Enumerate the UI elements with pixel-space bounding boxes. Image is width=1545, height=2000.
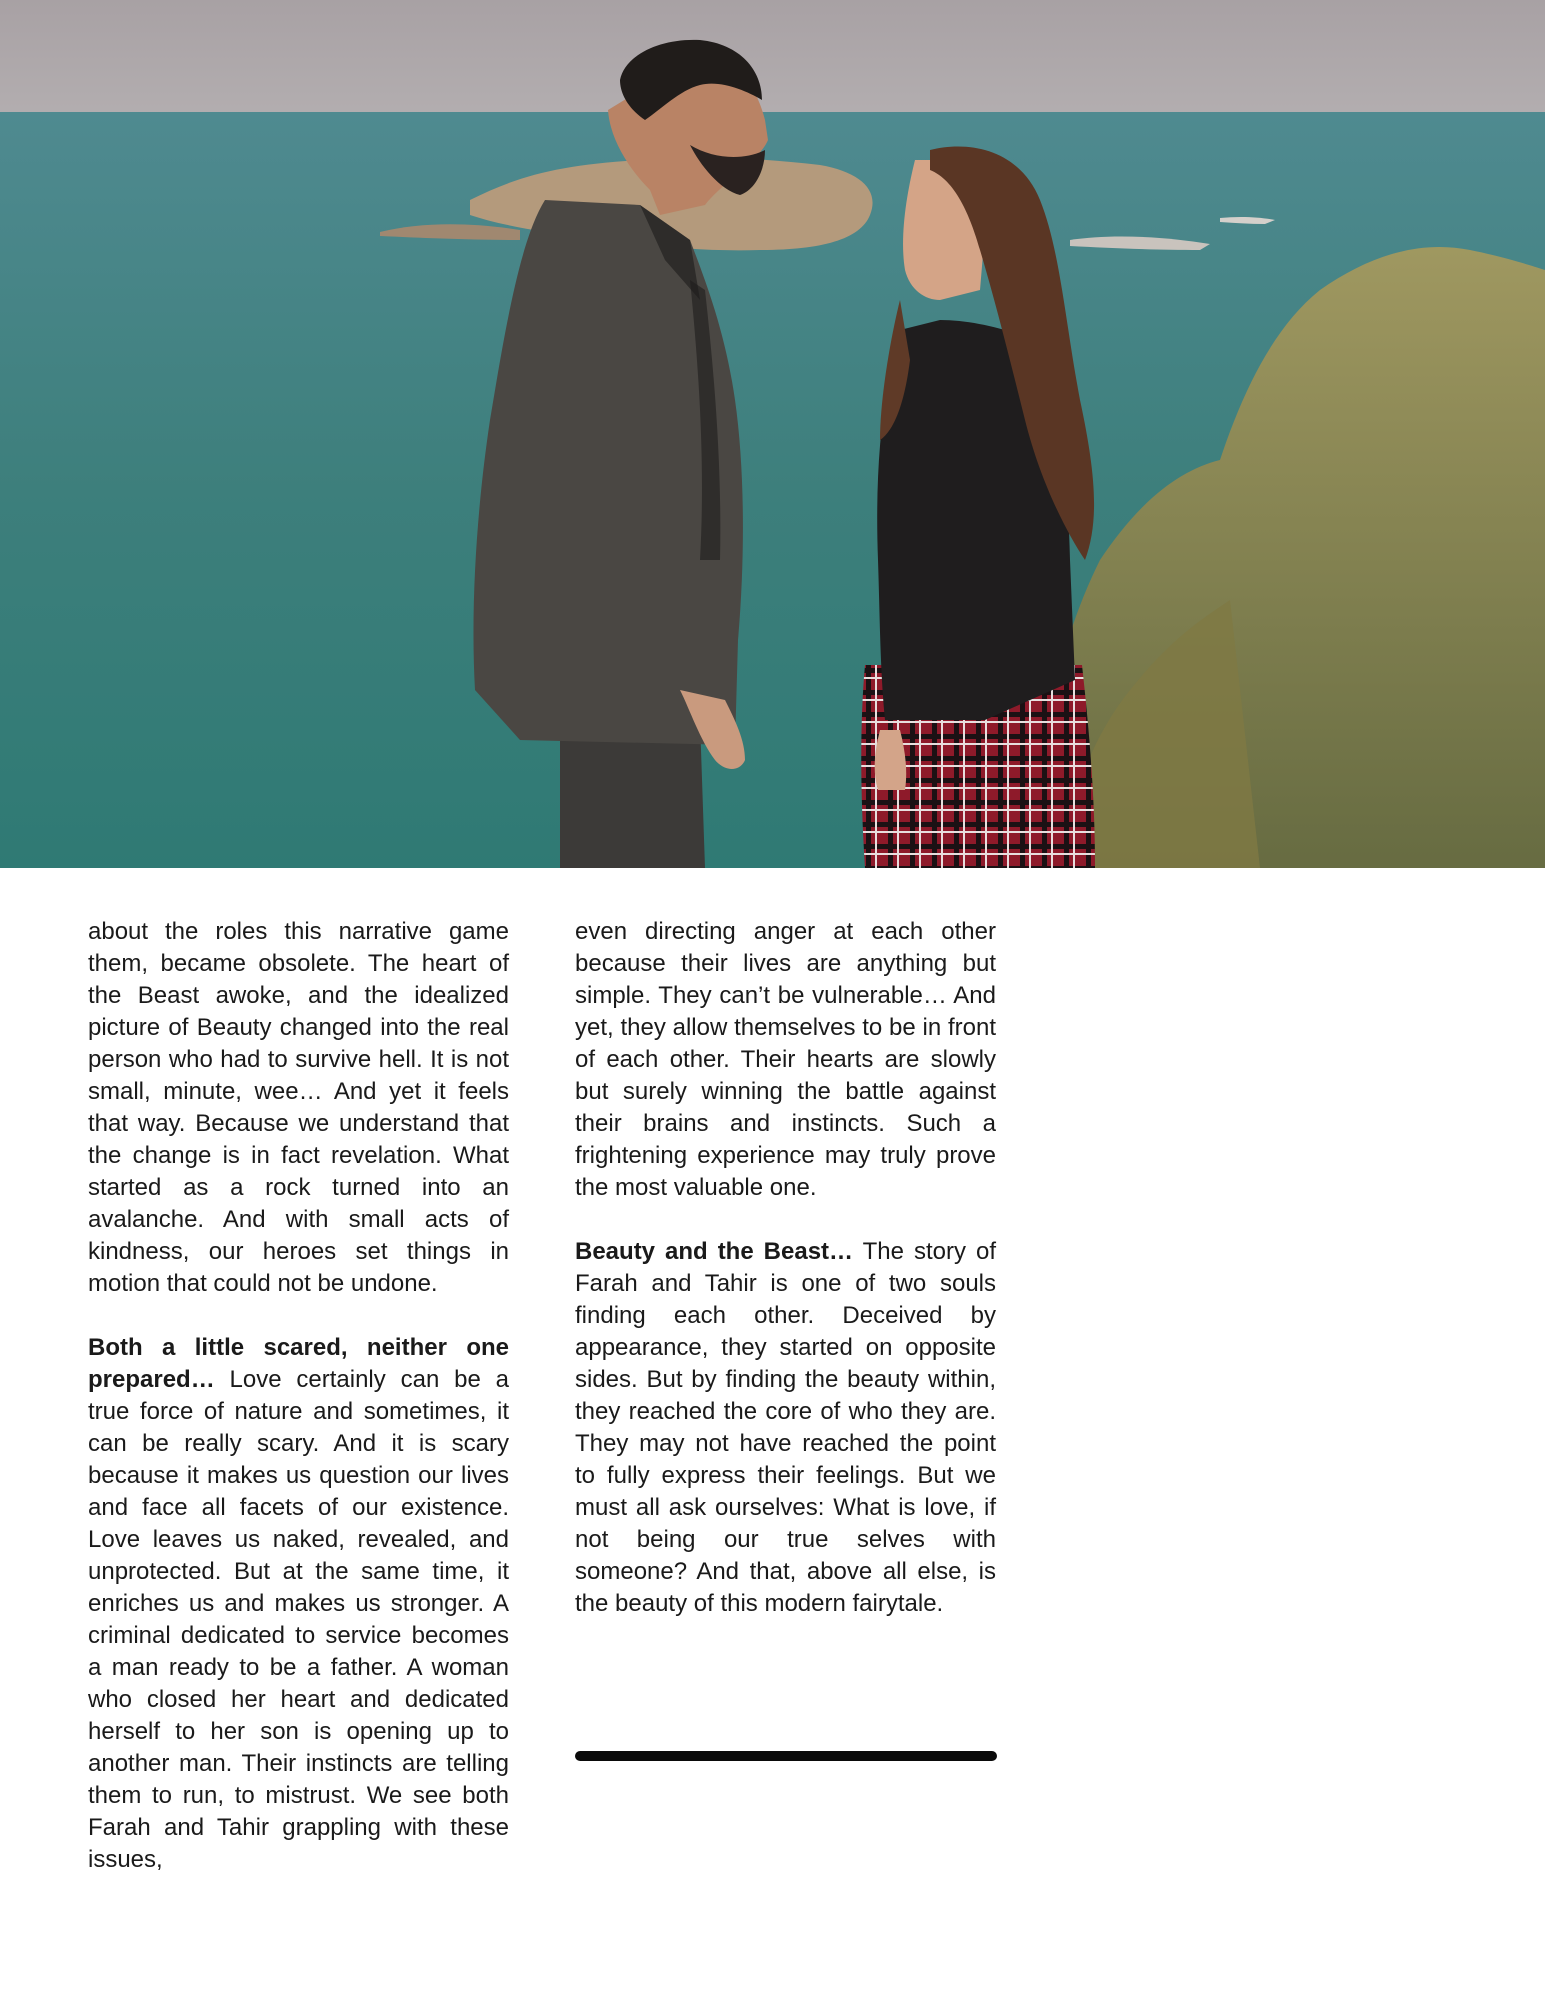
paragraph (88, 1332, 509, 1876)
article-column-right (575, 916, 996, 1620)
paragraph-text: Love certainly can be a true force of nature and sometimes, it can be really scary. And it is scary because it makes us question our lives and face all facets of our existence. Love leaves us naked, revealed, and unprotected. But at the same time, it enriches us and makes us stronger. A criminal dedicated to service becomes a man ready to be a father. A woman who closed her heart and dedicated herself to her son is opening up to another man. Their instincts are telling them to run, to mistrust. We see both Farah and Tahir grappling with these issues, (88, 1366, 509, 1873)
hero-photo (0, 0, 1545, 868)
couple-on-cliff-photo (0, 0, 1545, 868)
paragraph (575, 1236, 996, 1620)
paragraph-lead: Both a little scared, neither one prepared… (88, 1334, 509, 1393)
paragraph (575, 916, 996, 1204)
end-of-article-rule (575, 1751, 997, 1761)
paragraph (88, 916, 509, 1300)
article-column-left (88, 916, 509, 1876)
paragraph-text: The story of Farah and Tahir is one of two souls finding each other. Deceived by appearance, they started on opposite sides. But by finding the beauty within, they reached the core of who they are. They may not have reached the point to fully express their feelings. But we must all ask ourselves: What is love, if not being our true selves with someone? And that, above all else, is the beauty of this modern fairytale. (575, 1238, 996, 1617)
paragraph-text: about the roles this narrative game them, became obsolete. The heart of the Beast awoke, and the idealized picture of Beauty changed into the real person who had to survive hell. It is not small, minute, wee… And yet it feels that way. Because we understand that the change is in fact revelation. What started as a rock turned into an avalanche. And with small acts of kindness, our heroes set things in motion that could not be undone. (88, 918, 509, 1297)
paragraph-lead: Beauty and the Beast… (575, 1238, 854, 1265)
paragraph-text: even directing anger at each other because their lives are anything but simple. They can’t be vulnerable… And yet, they allow themselves to be in front of each other. Their hearts are slowly but surely winning the battle against their brains and instincts. Such a frightening experience may truly prove the most valuable one. (575, 918, 996, 1201)
